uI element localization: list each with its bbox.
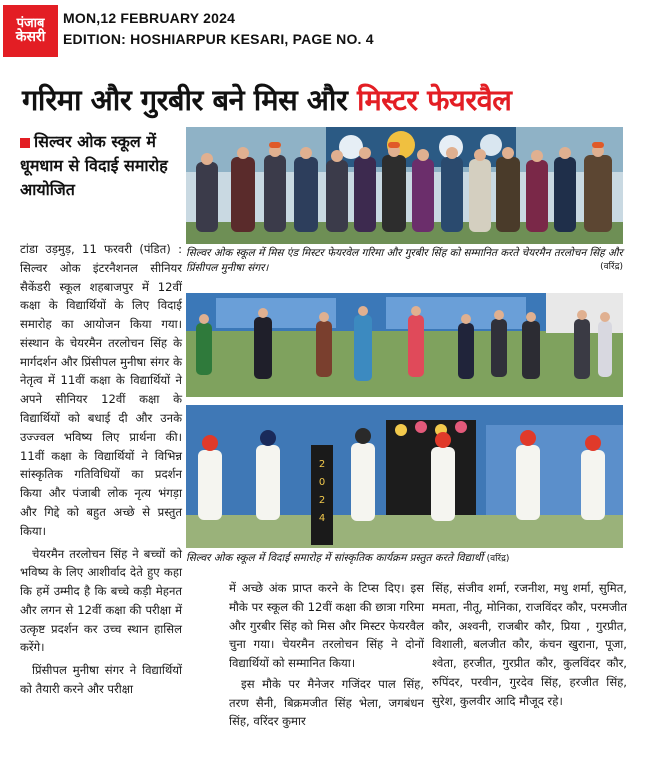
article-paragraph: टांडा उड़मुड़, 11 फरवरी (पंडित) : सिल्वर ओक इंटरनैशनल सीनियर सैकेंडरी स्कूल शहबाजपुर में 12वीं कक्षा के विद्यार्थियों के लिए विदाई समारोह का आयोजन किया गया। संस्थान के चेयरमैन तरलोचन सिंह के मार्गदर्शन और प्रिंसीपल मुनीषा संगर के नेतृत्व में 11वीं कक्षा के विद्यार्थियों ने अपने सीनियर 12वीं कक्षा के विद्यार्थियों को बधाई दी और उनके उज्ज्वल भविष्य लिए प्रार्थना की। 11वीं कक्षा के विद्यार्थियों ने विभिन्न सांस्कृतिक गतिविधियों का प्रदर्शन किया और पंजाबी लोक नृत्य भंगड़ा और गिद्दे को बहुत अच्छे से प्रस्तुत किया।: [20, 242, 182, 538]
article-paragraph: में अच्छे अंक प्राप्त करने के टिप्स दिए। इस मौके पर स्कूल की 12वीं कक्षा की छात्रा गरिमा और गुरबीर सिंह को मिस और मिस्टर फेयरवैल चुना गया। चेयरमैन तरलोचन सिंह ने दोनों विद्यार्थियों को सम्मानित किया।: [229, 581, 424, 671]
edition-date: MON,12 FEBRUARY 2024: [63, 10, 236, 26]
svg-text:2: 2: [318, 495, 326, 506]
headline: [22, 80, 511, 119]
caption-photo1-text: सिल्वर ओक स्कूल में मिस एंड मिस्टर फेयरवेल गरिमा और गुरबीर सिंह को सम्मानित करते चेयरमैन तरलोचन सिंह और प्रिंसीपल मुनीषा संगर।: [186, 247, 623, 275]
edition-info: EDITION: HOSHIARPUR KESARI, PAGE NO. 4: [63, 31, 374, 47]
caption-photo1: [186, 246, 623, 276]
logo-line1: पंजाब: [16, 15, 45, 31]
headline-part2: मिस्टर फेयरवैल: [356, 83, 512, 117]
photo-bhangra-image: [186, 405, 623, 548]
svg-text:2: 2: [318, 459, 326, 470]
caption-photo3: [186, 551, 623, 566]
caption-photo3-credit: (वरिंद्र): [486, 554, 510, 564]
headline-part1: गरिमा और गुरबीर बने मिस और: [22, 83, 348, 117]
article-paragraph: इस मौके पर मैनेजर गजिंदर पाल सिंह, तरण सैनी, बिक्रमजीत सिंह भेला, जगबंधन सिंह, वरिंदर कुमार: [229, 676, 424, 729]
subheadline: [20, 130, 178, 202]
subheadline-text: सिल्वर ओक स्कूल में धूमधाम से विदाई समारोह आयोजित: [20, 132, 168, 199]
photo-dance-lawn-image: [186, 293, 623, 397]
caption-photo3-text: सिल्वर ओक स्कूल में विदाई समारोह में सांस्कृतिक कार्यक्रम प्रस्तुत करते विद्यार्थी: [186, 552, 484, 564]
photo-bhangra: [186, 405, 623, 548]
article-column-3: [432, 579, 627, 712]
svg-text:4: 4: [318, 513, 326, 524]
svg-text:0: 0: [318, 477, 326, 488]
logo-line2: केसरी: [15, 29, 46, 46]
article-column-2: [229, 579, 424, 733]
article-paragraph: सिंह, संजीव शर्मा, रजनीश, मधु शर्मा, सुमित, ममता, नीतू, मोनिका, राजविंदर कौर, परमजीत कौर, अश्वनी, राजबीर कौर, प्रिया , गुरप्रीत, विशाली, बलजीत कौर, कंचन खुराना, पूजा, श्वेता, हरजीत, गुरप्रीत कौर, कुलविंदर कौर, रुपिंदर, परवीन, गुरदेव सिंह, हरजीत सिंह, सुरेश, कुलवीर आदि मौजूद रहे।: [432, 581, 627, 708]
article-column-1: [20, 240, 182, 703]
caption-photo1-credit: (वरिंद्र): [600, 262, 623, 273]
photo-felicitation-image: [186, 127, 623, 244]
photo-dance-lawn: [186, 293, 623, 397]
photo-felicitation: [186, 127, 623, 244]
article-paragraph: चेयरमैन तरलोचन सिंह ने बच्चों को भविष्य के लिए आशीर्वाद देते हुए कहा कि हमें उम्मीद है कि बच्चे कड़ी मेहनत और लगन से 12वीं कक्षा की परीक्षा में उत्कृष्ट प्रदर्शन कर उच्च स्थान हासिल करेंगे।: [20, 546, 182, 655]
article-paragraph: प्रिंसीपल मुनीषा संगर ने विद्यार्थियों को तैयारी करने और परीक्षा: [20, 663, 182, 696]
bullet-square: [20, 138, 30, 148]
punjab-kesari-logo: [3, 5, 58, 57]
